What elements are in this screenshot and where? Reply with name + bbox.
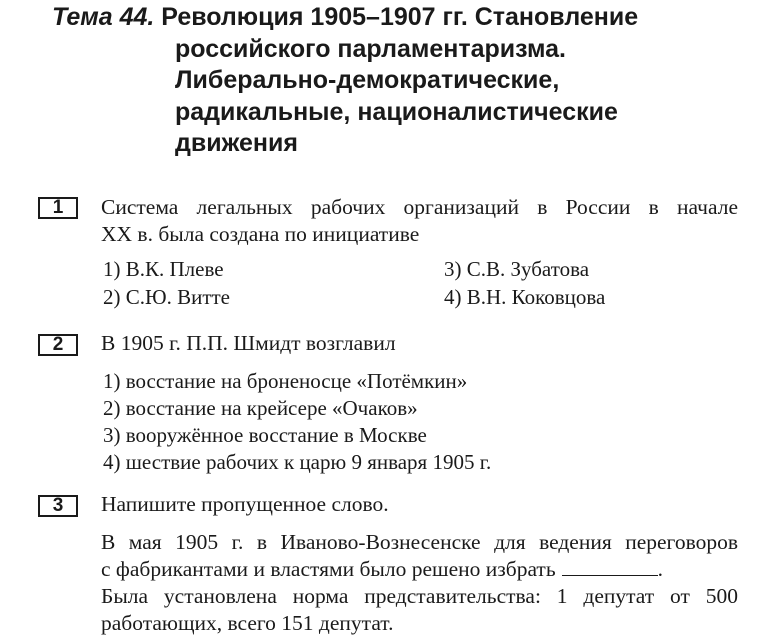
task-1-option-1: 1) В.К. Плеве: [103, 257, 224, 281]
task-number-2: 2: [38, 334, 78, 356]
task-2-option-3: 3) вооружённое восстание в Москве: [103, 423, 427, 447]
task-1-question-line-1: Система легальных рабочих организаций в России в начале: [101, 195, 738, 219]
task-1-option-4: 4) В.Н. Коковцова: [444, 285, 606, 309]
title-line-2: российского парламентаризма.: [175, 34, 566, 63]
task-1-option-2: 2) С.Ю. Витте: [103, 285, 231, 309]
title-line-5: движения: [175, 129, 298, 157]
title-line-1: Тема 44. Революция 1905–1907 гг. Становление: [52, 3, 639, 31]
answer-blank[interactable]: [562, 557, 658, 576]
task-number-1: 1: [38, 197, 78, 219]
task-number-3: 3: [38, 495, 78, 517]
task-2-option-1: 1) восстание на броненосце «Потёмкин»: [103, 369, 468, 393]
task-1-option-3: 3) С.В. Зубатова: [444, 257, 590, 281]
topic-label: Тема 44.: [52, 3, 155, 31]
task-2-option-2: 2) восстание на крейсере «Очаков»: [103, 396, 418, 420]
task-3-body-line-1: В мая 1905 г. в Иваново-Вознесенске для ведения переговоров: [101, 530, 738, 554]
task-3-question: Напишите пропущенное слово.: [101, 492, 389, 516]
title-line-4: радикальные, националистические: [175, 97, 618, 126]
task-1-question-line-2: XX в. была создана по инициативе: [101, 222, 420, 246]
topic-title: [52, 2, 638, 160]
task-2-option-4: 4) шествие рабочих к царю 9 января 1905 г.: [103, 450, 492, 474]
task-3-body-line-3: Была установлена норма представительства: 1 депутат от 500: [101, 584, 738, 608]
task-3-body-line-4: работающих, всего 151 депутат.: [101, 611, 394, 635]
task-3-body-line-2: с фабрикантами и властями было решено избрать .: [101, 557, 664, 581]
title-line-3: Либерально-демократические,: [175, 66, 560, 94]
task-2-question: В 1905 г. П.П. Шмидт возглавил: [101, 331, 396, 355]
